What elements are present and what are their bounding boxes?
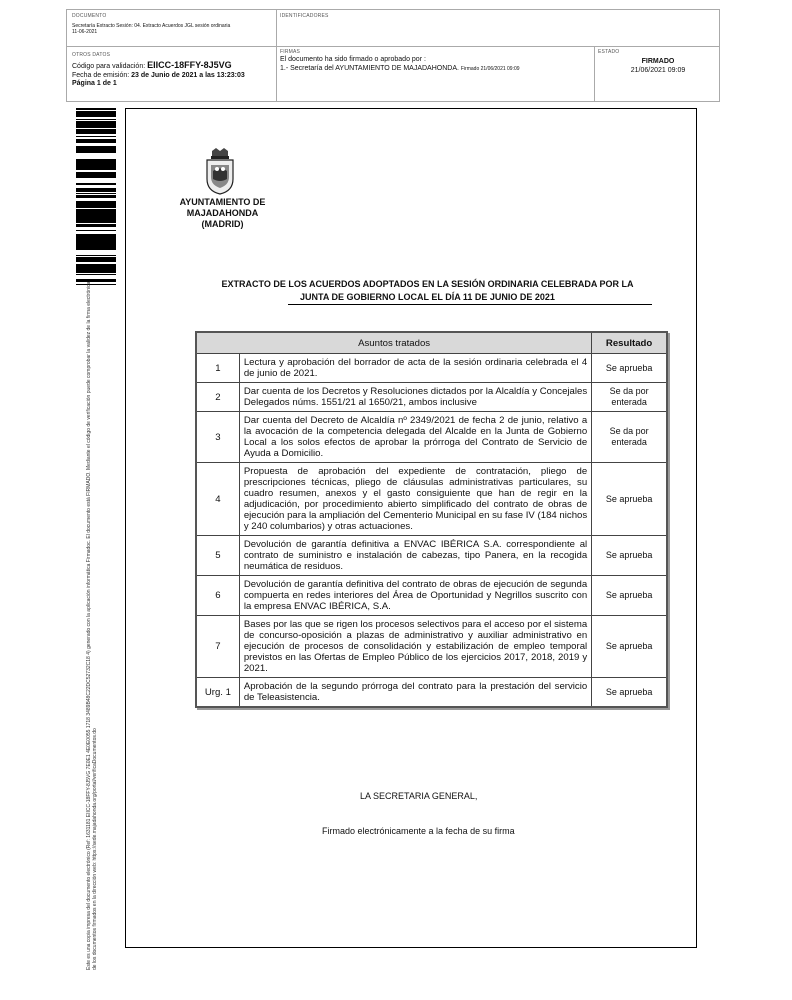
coat-of-arms-icon xyxy=(203,147,237,195)
row-text: Propuesta de aprobación del expediente de contratación, pliego de prescripciones técnicas, pliego de cláusulas administrativas particulares, su cuadro resumen, anexos y el gasto consiguiente que han de regir en la adjudicación, por procedimiento abierto simplificado del contrato de obras de ejecución para la ampliación del Cementerio Municipal en su fase IV (184 nichos y 240 columbarios) y otras actuaciones. xyxy=(239,463,591,536)
firmas-signer: 1.- Secretaría del AYUNTAMIENTO DE MAJADAHONDA. xyxy=(280,64,459,72)
table-row xyxy=(196,536,667,576)
row-number: 4 xyxy=(196,463,239,536)
estado-value: FIRMADO xyxy=(641,58,675,65)
table-row xyxy=(196,463,667,536)
row-number: 5 xyxy=(196,536,239,576)
org-line2: MAJADAHONDA xyxy=(186,208,259,218)
row-result: Se aprueba xyxy=(592,616,667,678)
row-text: Dar cuenta de los Decretos y Resoluciones dictados por la Alcaldía y Concejales Delegados núms. 1551/21 al 1650/21, ambos inclusive xyxy=(239,383,591,412)
firmas-label: FIRMAS xyxy=(280,49,301,55)
column-resultado: Resultado xyxy=(592,332,667,354)
title-line1: EXTRACTO DE LOS ACUERDOS ADOPTADOS EN LA SESIÓN ORDINARIA CELEBRADA POR LA xyxy=(221,279,634,289)
identificadores-label: IDENTIFICADORES xyxy=(280,13,329,19)
pagina-count: Página 1 de 1 xyxy=(72,80,117,87)
codigo-validacion xyxy=(72,61,272,72)
table-row xyxy=(196,412,667,463)
row-text: Bases por las que se rigen los procesos selectivos para el acceso por el sistema de concurso-oposición a plazas de administrativo y auxiliar administrativo en ejecución de procesos de consolidación y estabilización de empleo temporal previstos en las Ofertas de Empleo Público de los ejercicios 2017, 2018, 2019 y 2021. xyxy=(239,616,591,678)
fecha-value: 23 de Junio de 2021 a las 13:23:03 xyxy=(131,71,245,79)
signer-title: LA SECRETARIA GENERAL, xyxy=(360,791,478,801)
row-result: Se aprueba xyxy=(592,463,667,536)
table-header-row xyxy=(196,332,667,354)
document-title xyxy=(200,278,655,304)
row-number: 3 xyxy=(196,412,239,463)
row-text: Devolución de garantía definitiva del contrato de obras de ejecución de segunda compuerta en redes interiores del Área de Oportunidad y Negrillos suscrito con la empresa ENVAC IBÉRICA, S.A. xyxy=(239,576,591,616)
table-row xyxy=(196,383,667,412)
row-text: Aprobación de la segundo prórroga del contrato para la prestación del servicio de Teleasistencia. xyxy=(239,678,591,708)
row-result: Se da por enterada xyxy=(592,412,667,463)
signed-note: Firmado electrónicamente a la fecha de su firma xyxy=(322,826,515,836)
documento-text: Secretaría Extracto Sesión: 04. Extracto Acuerdos JGL sesión ordinaria 11-06-2021 xyxy=(72,23,231,35)
column-asuntos: Asuntos tratados xyxy=(196,332,592,354)
title-underline xyxy=(288,304,652,305)
table-row xyxy=(196,354,667,383)
firmas-line1: El documento ha sido firmado o aprobado por : xyxy=(280,56,426,63)
table-row xyxy=(196,576,667,616)
barcode-image xyxy=(76,107,116,285)
row-result: Se aprueba xyxy=(592,536,667,576)
org-line1: AYUNTAMIENTO DE xyxy=(179,197,266,207)
row-result: Se aprueba xyxy=(592,678,667,708)
row-text: Devolución de garantía definitiva a ENVAC IBÉRICA S.A. correspondiente al contrato de suministro e instalación de cabezas, tipo Panera, en la recogida neumática de residuos. xyxy=(239,536,591,576)
title-line2: JUNTA DE GOBIERNO LOCAL EL DÍA 11 DE JUNIO DE 2021 xyxy=(300,292,555,302)
otros-datos-label: OTROS DATOS xyxy=(72,52,111,58)
side-verification-text: Este es una copia impresa del documento electrónico (Ref: 1631181 EIICC-18FFY-8J5VG 7E0E1 4E0E0055 1718 3489B48C22DC52732C18 4) generado con la aplicación informática Firmadoc. El documento está FIRMADO. Mediante el código de verificación puede comprobar la validez de la firma electrónica de los documentos firmados en la dirección web: https://sede.majadahonda.org/portal/verificaDocumentos.do xyxy=(86,281,98,970)
estado-label: ESTADO xyxy=(598,49,620,55)
firmas-date: Firmado 21/06/2021 09:09 xyxy=(460,65,520,72)
document-header xyxy=(66,9,720,102)
documento-label: DOCUMENTO xyxy=(72,13,107,19)
row-number: Urg. 1 xyxy=(196,678,239,708)
acuerdos-table xyxy=(195,331,668,708)
estado-date: 21/06/2021 09:09 xyxy=(630,66,686,74)
fecha-prefix: Fecha de emisión: xyxy=(72,71,130,79)
row-number: 1 xyxy=(196,354,239,383)
row-result: Se da por enterada xyxy=(592,383,667,412)
row-result: Se aprueba xyxy=(592,576,667,616)
row-text: Lectura y aprobación del borrador de acta de la sesión ordinaria celebrada el 4 de junio de 2021. xyxy=(239,354,591,383)
row-text: Dar cuenta del Decreto de Alcaldía nº 2349/2021 de fecha 2 de junio, relativo a la avocación de la competencia delegada del Alcalde en la Junta de Gobierno Local a los solos efectos de aprobar la prórroga del Contrato de Servicio de Ayuda a Domicilio. xyxy=(239,412,591,463)
fecha-emision xyxy=(72,72,272,81)
row-number: 2 xyxy=(196,383,239,412)
organization-name xyxy=(165,197,280,230)
firmas-line2 xyxy=(280,65,590,74)
row-number: 6 xyxy=(196,576,239,616)
row-number: 7 xyxy=(196,616,239,678)
row-result: Se aprueba xyxy=(592,354,667,383)
org-line3: (MADRID) xyxy=(201,219,244,229)
table-row xyxy=(196,616,667,678)
codigo-value: EIICC-18FFY-8J5VG xyxy=(147,60,232,70)
table-row xyxy=(196,678,667,708)
codigo-prefix: Código para validación: xyxy=(72,63,146,70)
